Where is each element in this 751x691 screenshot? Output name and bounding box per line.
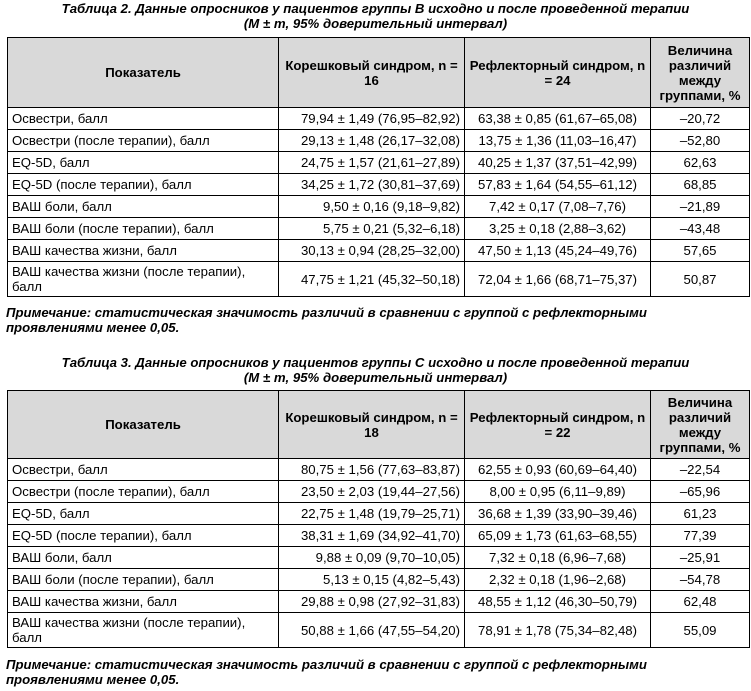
table-row (8, 262, 750, 297)
row-reflex-value: 7,42 ± 0,17 (7,08–7,76) (465, 196, 651, 218)
row-difference: 68,85 (651, 174, 750, 196)
table-row (8, 459, 750, 481)
row-difference: 50,87 (651, 262, 750, 297)
row-reflex-value: 62,55 ± 0,93 (60,69–64,40) (465, 459, 651, 481)
row-difference: 77,39 (651, 525, 750, 547)
row-radicular-value: 30,13 ± 0,94 (28,25–32,00) (279, 240, 465, 262)
table2-caption-title: Таблица 2. Данные опросников у пациентов группы B исходно и после проведенной терапии (61, 1, 690, 16)
table2 (7, 37, 750, 297)
row-indicator: EQ-5D (после терапии), балл (8, 525, 279, 547)
row-difference: –54,78 (651, 569, 750, 591)
table2-caption-subtitle: (M ± m, 95% доверительный интервал) (243, 16, 508, 31)
row-radicular-value: 50,88 ± 1,66 (47,55–54,20) (279, 613, 465, 648)
row-radicular-value: 29,13 ± 1,48 (26,17–32,08) (279, 130, 465, 152)
table-row (8, 569, 750, 591)
row-difference: 61,23 (651, 503, 750, 525)
table3-header-radicular: Корешковый синдром, n = 18 (279, 391, 465, 459)
row-reflex-value: 13,75 ± 1,36 (11,03–16,47) (465, 130, 651, 152)
table-row (8, 591, 750, 613)
row-difference: –25,91 (651, 547, 750, 569)
row-indicator: ВАШ качества жизни, балл (8, 240, 279, 262)
row-indicator: Освестри, балл (8, 459, 279, 481)
row-reflex-value: 2,32 ± 0,18 (1,96–2,68) (465, 569, 651, 591)
row-radicular-value: 38,31 ± 1,69 (34,92–41,70) (279, 525, 465, 547)
row-radicular-value: 79,94 ± 1,49 (76,95–82,92) (279, 108, 465, 130)
row-difference: 62,48 (651, 591, 750, 613)
table2-header-indicator: Показатель (8, 38, 279, 108)
table2-header-reflex: Рефлекторный синдром, n = 24 (465, 38, 651, 108)
row-reflex-value: 78,91 ± 1,78 (75,34–82,48) (465, 613, 651, 648)
row-reflex-value: 36,68 ± 1,39 (33,90–39,46) (465, 503, 651, 525)
table3 (7, 390, 750, 648)
row-difference: –65,96 (651, 481, 750, 503)
table-row (8, 196, 750, 218)
table-row (8, 481, 750, 503)
row-indicator: Освестри (после терапии), балл (8, 130, 279, 152)
row-indicator: EQ-5D, балл (8, 152, 279, 174)
row-indicator: Освестри, балл (8, 108, 279, 130)
row-reflex-value: 63,38 ± 0,85 (61,67–65,08) (465, 108, 651, 130)
row-radicular-value: 5,75 ± 0,21 (5,32–6,18) (279, 218, 465, 240)
table-row (8, 218, 750, 240)
table3-caption-subtitle: (M ± m, 95% доверительный интервал) (243, 370, 508, 385)
table3-caption-title: Таблица 3. Данные опросников у пациентов группы С исходно и после проведенной терапии (61, 355, 690, 370)
row-indicator: ВАШ качества жизни (после терапии), балл (8, 613, 279, 648)
table3-header-row (8, 391, 750, 459)
row-radicular-value: 24,75 ± 1,57 (21,61–27,89) (279, 152, 465, 174)
table-row (8, 613, 750, 648)
row-indicator: ВАШ боли, балл (8, 547, 279, 569)
row-difference: 55,09 (651, 613, 750, 648)
table-row (8, 503, 750, 525)
row-radicular-value: 29,88 ± 0,98 (27,92–31,83) (279, 591, 465, 613)
row-radicular-value: 34,25 ± 1,72 (30,81–37,69) (279, 174, 465, 196)
row-radicular-value: 9,88 ± 0,09 (9,70–10,05) (279, 547, 465, 569)
row-reflex-value: 7,32 ± 0,18 (6,96–7,68) (465, 547, 651, 569)
row-indicator: EQ-5D, балл (8, 503, 279, 525)
table-row (8, 525, 750, 547)
row-difference: –52,80 (651, 130, 750, 152)
table3-note: Примечание: статистическая значимость различий в сравнении с группой с рефлекторными проявлениями менее 0,05. (6, 657, 647, 687)
row-difference: –20,72 (651, 108, 750, 130)
row-radicular-value: 22,75 ± 1,48 (19,79–25,71) (279, 503, 465, 525)
row-radicular-value: 47,75 ± 1,21 (45,32–50,18) (279, 262, 465, 297)
table-row (8, 108, 750, 130)
row-difference: –43,48 (651, 218, 750, 240)
row-difference: –21,89 (651, 196, 750, 218)
row-reflex-value: 57,83 ± 1,64 (54,55–61,12) (465, 174, 651, 196)
table2-caption (0, 1, 751, 31)
table2-header-row (8, 38, 750, 108)
row-difference: 57,65 (651, 240, 750, 262)
table-row (8, 174, 750, 196)
row-reflex-value: 40,25 ± 1,37 (37,51–42,99) (465, 152, 651, 174)
table2-header-radicular: Корешковый синдром, n = 16 (279, 38, 465, 108)
row-reflex-value: 48,55 ± 1,12 (46,30–50,79) (465, 591, 651, 613)
row-indicator: ВАШ боли (после терапии), балл (8, 569, 279, 591)
row-radicular-value: 23,50 ± 2,03 (19,44–27,56) (279, 481, 465, 503)
table3-header-indicator: Показатель (8, 391, 279, 459)
row-radicular-value: 80,75 ± 1,56 (77,63–83,87) (279, 459, 465, 481)
table2-header-difference: Величина различий между группами, % (651, 38, 750, 108)
row-reflex-value: 72,04 ± 1,66 (68,71–75,37) (465, 262, 651, 297)
table-row (8, 152, 750, 174)
row-indicator: ВАШ качества жизни (после терапии), балл (8, 262, 279, 297)
row-indicator: ВАШ боли (после терапии), балл (8, 218, 279, 240)
table-row (8, 547, 750, 569)
row-reflex-value: 65,09 ± 1,73 (61,63–68,55) (465, 525, 651, 547)
table3-header-reflex: Рефлекторный синдром, n = 22 (465, 391, 651, 459)
row-indicator: ВАШ качества жизни, балл (8, 591, 279, 613)
table2-note: Примечание: статистическая значимость различий в сравнении с группой с рефлекторными проявлениями менее 0,05. (6, 305, 647, 335)
table3-header-difference: Величина различий между группами, % (651, 391, 750, 459)
table-row (8, 240, 750, 262)
row-indicator: ВАШ боли, балл (8, 196, 279, 218)
table-row (8, 130, 750, 152)
row-radicular-value: 9,50 ± 0,16 (9,18–9,82) (279, 196, 465, 218)
table3-caption (0, 355, 751, 385)
row-indicator: Освестри (после терапии), балл (8, 481, 279, 503)
row-reflex-value: 8,00 ± 0,95 (6,11–9,89) (465, 481, 651, 503)
row-indicator: EQ-5D (после терапии), балл (8, 174, 279, 196)
row-radicular-value: 5,13 ± 0,15 (4,82–5,43) (279, 569, 465, 591)
row-reflex-value: 3,25 ± 0,18 (2,88–3,62) (465, 218, 651, 240)
row-difference: 62,63 (651, 152, 750, 174)
row-difference: –22,54 (651, 459, 750, 481)
row-reflex-value: 47,50 ± 1,13 (45,24–49,76) (465, 240, 651, 262)
